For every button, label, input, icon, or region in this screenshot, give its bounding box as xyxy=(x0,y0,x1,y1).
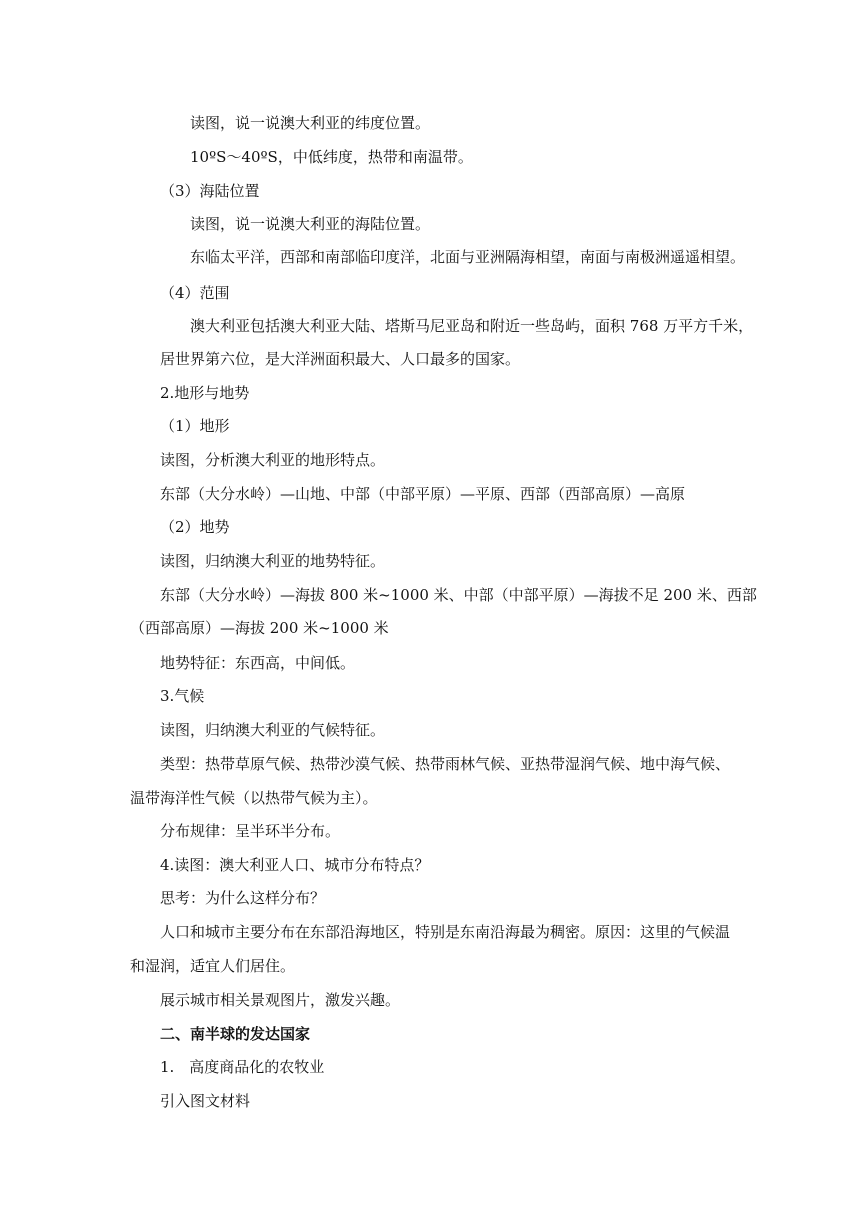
section-heading: 1. 高度商品化的农牧业 xyxy=(160,1058,325,1076)
text-line: 温带海洋性气候（以热带气候为主）。 xyxy=(130,789,378,807)
text-line: 澳大利亚包括澳大利亚大陆、塔斯马尼亚岛和附近一些岛屿，面积 768 万平方千米， xyxy=(190,317,754,335)
text-line: 人口和城市主要分布在东部沿海地区，特别是东南沿海最为稠密。原因：这里的气候温 xyxy=(160,923,731,941)
text-line: 读图，说一说澳大利亚的纬度位置。 xyxy=(190,114,431,132)
text-line: 居世界第六位，是大洋洲面积最大、人口最多的国家。 xyxy=(160,350,521,368)
text-line: 东临太平洋，西部和南部临印度洋，北面与亚洲隔海相望，南面与南极洲遥遥相望。 xyxy=(190,248,746,266)
text-line: 读图，归纳澳大利亚的气候特征。 xyxy=(160,721,386,739)
text-line: 引入图文材料 xyxy=(160,1092,251,1110)
section-heading: 二、南半球的发达国家 xyxy=(160,1025,311,1043)
section-heading: （1）地形 xyxy=(160,417,230,435)
text-line: 地势特征：东西高，中间低。 xyxy=(160,654,356,672)
text-line: 东部（大分水岭）—山地、中部（中部平原）—平原、西部（西部高原）—高原 xyxy=(160,485,686,503)
text-line: 东部（大分水岭）—海拔 800 米~1000 米、中部（中部平原）—海拔不足 200 米、西部 xyxy=(160,586,757,604)
text-line: 读图，归纳澳大利亚的地势特征。 xyxy=(160,552,386,570)
text-line: 展示城市相关景观图片，激发兴趣。 xyxy=(160,991,401,1009)
text-line: 分布规律：呈半环半分布。 xyxy=(160,822,341,840)
section-heading: （3）海陆位置 xyxy=(160,182,260,200)
text-line: 和湿润，适宜人们居住。 xyxy=(130,957,296,975)
text-line: 思考：为什么这样分布？ xyxy=(160,889,326,907)
text-line: 类型：热带草原气候、热带沙漠气候、热带雨林气候、亚热带湿润气候、地中海气候、 xyxy=(160,755,731,773)
text-line: 读图，分析澳大利亚的地形特点。 xyxy=(160,451,386,469)
section-heading: （2）地势 xyxy=(160,518,230,536)
text-line: 读图，说一说澳大利亚的海陆位置。 xyxy=(190,215,431,233)
section-heading: （4）范围 xyxy=(160,284,230,302)
section-heading: 3.气候 xyxy=(160,687,205,705)
text-line: 10ºS～40ºS，中低纬度，热带和南温带。 xyxy=(190,148,473,166)
text-line: （西部高原）—海拔 200 米~1000 米 xyxy=(130,619,389,637)
section-heading: 2.地形与地势 xyxy=(160,384,250,402)
section-heading: 4.读图：澳大利亚人口、城市分布特点？ xyxy=(160,856,430,874)
